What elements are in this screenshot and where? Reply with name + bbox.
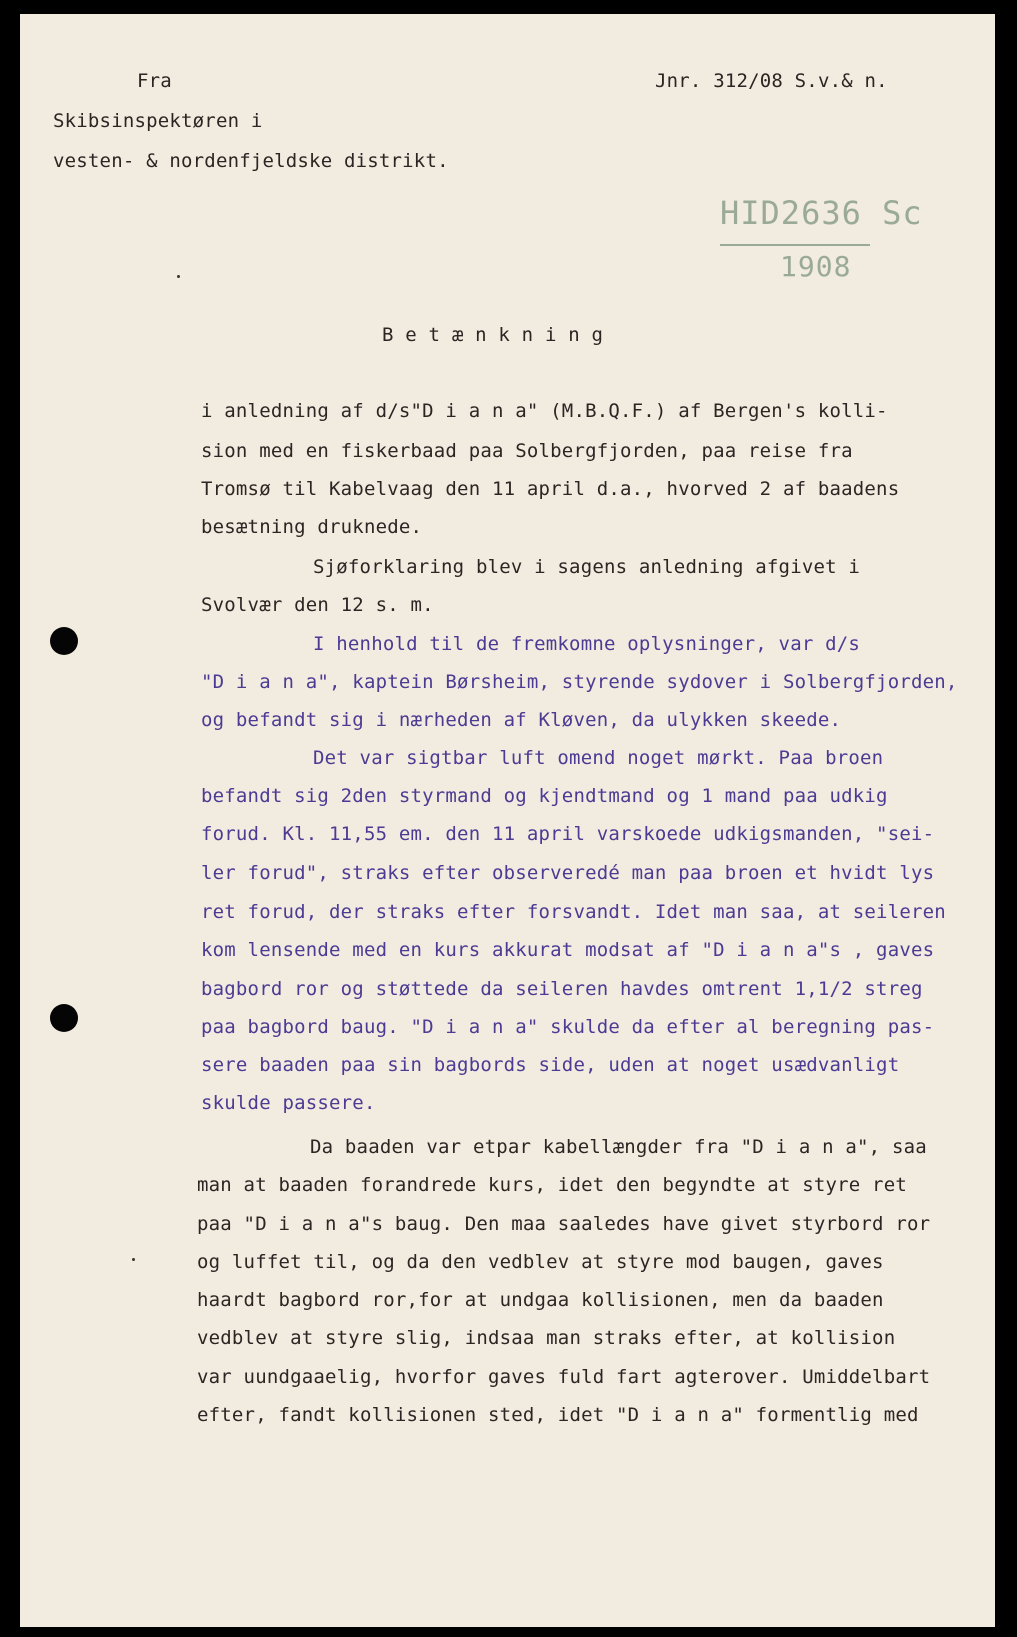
body-line: kom lensende med en kurs akkurat modsat af "D i a n a"s , gaves [201, 939, 935, 961]
body-line: Det var sigtbar luft omend noget mørkt. Paa broen [313, 747, 884, 769]
archive-stamp-code: HID2636 Sc [720, 194, 923, 232]
body-line: I henhold til de fremkomne oplysninger, var d/s [313, 633, 861, 655]
document-page [20, 14, 995, 1627]
body-line: forud. Kl. 11,55 em. den 11 april varskoede udkigsmanden, "sei- [201, 823, 935, 845]
body-line: haardt bagbord ror,for at undgaa kollisionen, men da baaden [197, 1289, 884, 1311]
body-line: efter, fandt kollisionen sted, idet "D i a n a" formentlig med [197, 1404, 919, 1426]
body-line: Da baaden var etpar kabellængder fra "D i a n a", saa [310, 1136, 927, 1158]
body-line: Svolvær den 12 s. m. [201, 594, 434, 616]
body-line: ret forud, der straks efter forsvandt. Idet man saa, at seileren [201, 901, 946, 923]
body-line: Sjøforklaring blev i sagens anledning afgivet i [313, 556, 861, 578]
body-line: og luffet til, og da den vedblev at styre mod baugen, gaves [197, 1251, 884, 1273]
body-line: paa bagbord baug. "D i a n a" skulde da efter al beregning pas- [201, 1016, 935, 1038]
body-line: skulde passere. [201, 1092, 376, 1114]
body-line: paa "D i a n a"s baug. Den maa saaledes have givet styrbord ror [197, 1213, 931, 1235]
archive-stamp-rule [720, 244, 870, 246]
ink-speck [132, 1258, 135, 1261]
body-line: befandt sig 2den styrmand og kjendtmand og 1 mand paa udkig [201, 785, 888, 807]
body-line: var uundgaaelig, hvorfor gaves fuld fart agterover. Umiddelbart [197, 1366, 931, 1388]
document-title: B e t æ n k n i n g [382, 324, 604, 346]
body-line: ler forud", straks efter observeredé man paa broen et hvidt lys [201, 862, 935, 884]
body-line: man at baaden forandrede kurs, idet den begyndte at styre ret [197, 1174, 907, 1196]
sender-line-2: vesten- & nordenfjeldske distrikt. [53, 150, 449, 172]
body-line: og befandt sig i nærheden af Kløven, da ulykken skeede. [201, 709, 842, 731]
body-line: sere baaden paa sin bagbords side, uden at noget usædvanligt [201, 1054, 900, 1076]
from-label: Fra [137, 70, 172, 92]
body-line: i anledning af d/s"D i a n a" (M.B.Q.F.) af Bergen's kolli- [201, 400, 888, 422]
body-line: Tromsø til Kabelvaag den 11 april d.a., hvorved 2 af baadens [201, 478, 900, 500]
body-line: sion med en fiskerbaad paa Solbergfjorden, paa reise fra [201, 440, 853, 462]
body-line: bagbord ror og støttede da seileren havdes omtrent 1,1/2 streg [201, 978, 923, 1000]
body-line: besætning druknede. [201, 516, 423, 538]
body-line: "D i a n a", kaptein Børsheim, styrende sydover i Solbergfjorden, [201, 671, 958, 693]
archive-stamp-year: 1908 [780, 250, 852, 283]
punch-hole [50, 1004, 78, 1032]
journal-reference: Jnr. 312/08 S.v.& n. [655, 70, 888, 92]
body-line: vedblev at styre slig, indsaa man straks efter, at kollision [197, 1327, 896, 1349]
sender-line-1: Skibsinspektøren i [53, 110, 263, 132]
ink-speck [177, 275, 180, 278]
punch-hole [50, 627, 78, 655]
